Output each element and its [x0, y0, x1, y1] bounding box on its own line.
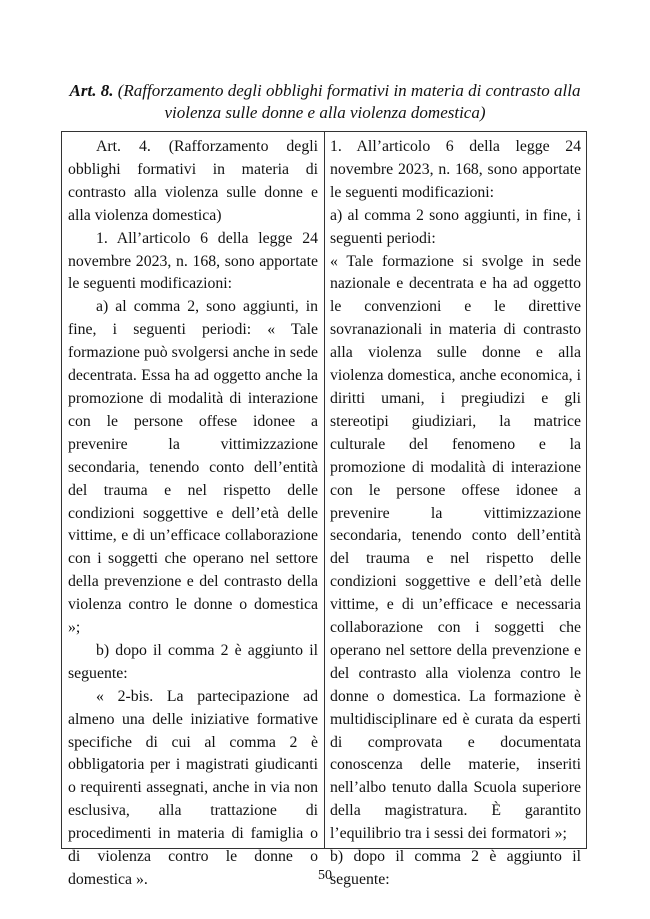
- left-paragraph-b: b) dopo il comma 2 è aggiunto il seguente:: [68, 641, 318, 682]
- article-subtitle: (Rafforzamento degli obblighi formativi in materia di contrasto alla violenza sulle donne e alla violenza domestica): [117, 81, 581, 122]
- right-paragraph-quote: « Tale formazione si svolge in sede nazionale e decentrata e ha ad oggetto le convenzioni e le direttive sovranazionali in materia di contrasto alla violenza sulle donne e alla violenza domestica, anche economica, i diritti umani, i pregiudizi e gli stereotipi giudiziari, la matrice culturale del fenomeno e la promozione di modalità di interazione con le persone offese idonee a prevenire la vittimizzazione secondaria, tenendo conto dell’entità del trauma e nel rispetto delle condizioni soggettive e dell’età delle vittime, e di un’efficace e necessaria collaborazione con i soggetti che operano nel settore della prevenzione e del contrasto alla violenza contro le donne o domestica. La formazione è multidisciplinare ed è curata da esperti di comprovata e documentata conoscenza delle materie, inseriti nell’albo tenuto dalla Scuola superiore della magistratura. È garantito l’equilibrio tra i sessi dei formatori »;: [330, 252, 581, 843]
- right-column: [330, 136, 581, 892]
- article-heading: [60, 80, 590, 124]
- left-paragraph-a: a) al comma 2, sono aggiunti, in fine, i seguenti periodi: « Tale formazione può svolgersi anche in sede decentrata. Essa ha ad oggetto anche la promozione di modalità di interazione con le persone offese idonee a prevenire la vittimizzazione secondaria, tenendo conto dell’entità del trauma e nel rispetto delle condizioni soggettive e dell’età delle vittime, e di un’efficace collaborazione con i soggetti che operano nel settore della prevenzione e del contrasto della violenza contro le donne o domestica »;: [68, 298, 318, 637]
- left-column: [68, 136, 318, 892]
- right-paragraph-1: 1. All’articolo 6 della legge 24 novembre 2023, n. 168, sono apportate le seguenti modificazioni:: [330, 138, 581, 201]
- left-paragraph-1: 1. All’articolo 6 della legge 24 novembre 2023, n. 168, sono apportate le seguenti modificazioni:: [68, 229, 318, 293]
- left-paragraph-2bis: « 2-bis. La partecipazione ad almeno una delle iniziative formative specifiche di cui al comma 2 è obbligatoria per i magistrati giudicanti o requirenti assegnati, anche in via non esclusiva, alla trattazione di procedimenti in materia di famiglia o di violenza contro le donne o domestica ».: [68, 687, 318, 888]
- column-divider: [324, 132, 325, 848]
- right-paragraph-b: b) dopo il comma 2 è aggiunto il seguente:: [330, 848, 581, 888]
- article-number: Art. 8.: [69, 81, 114, 100]
- left-article-heading: Art. 4. (Rafforzamento degli obblighi formativi in materia di contrasto alla violenza sulle donne e alla violenza domestica): [68, 138, 318, 224]
- right-paragraph-a: a) al comma 2 sono aggiunti, in fine, i seguenti periodi:: [330, 206, 581, 247]
- page-number: 50: [318, 868, 332, 883]
